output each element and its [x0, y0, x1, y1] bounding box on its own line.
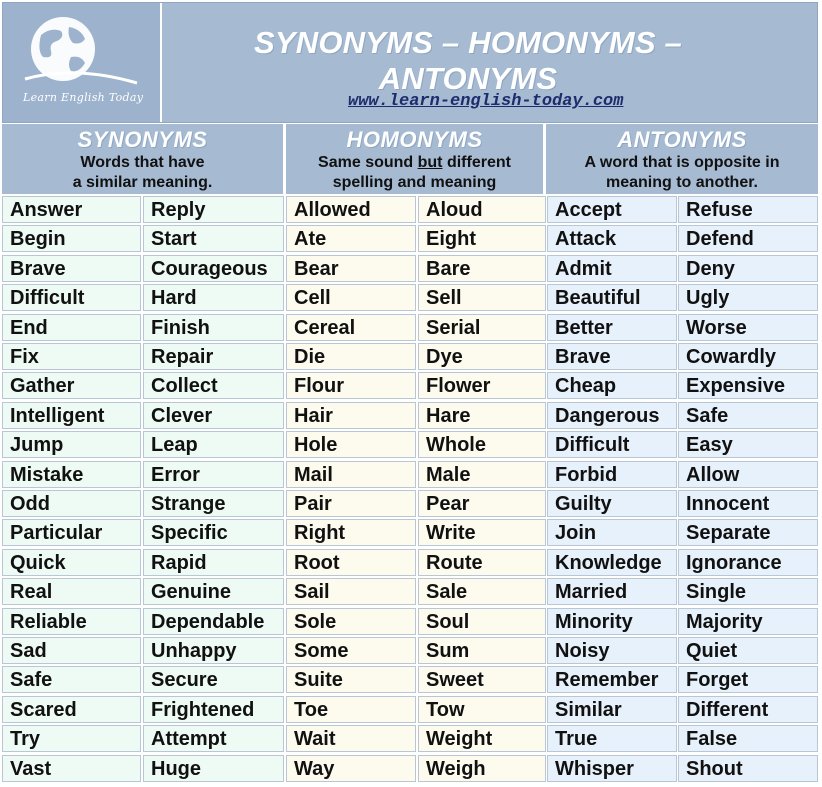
homonym-word-cell: Flour — [286, 372, 416, 399]
homonyms-desc-pre: Same sound — [318, 154, 418, 171]
homonym-word-cell: Some — [286, 637, 416, 664]
synonym-match-cell: Genuine — [143, 578, 284, 605]
synonym-word-cell: Sad — [2, 637, 141, 664]
synonym-match-cell: Leap — [143, 431, 284, 458]
antonym-opposite-cell: Ignorance — [678, 549, 818, 576]
synonym-word-cell: End — [2, 314, 141, 341]
antonym-opposite-cell: Worse — [678, 314, 818, 341]
homonym-word-cell: Right — [286, 519, 416, 546]
homonym-match-cell: Weight — [418, 725, 546, 752]
synonym-match-cell: Secure — [143, 666, 284, 693]
page-frame — [2, 2, 818, 784]
antonym-opposite-cell: Separate — [678, 519, 818, 546]
homonyms-heading: HOMONYMS — [346, 127, 483, 152]
homonym-word-cell: Cereal — [286, 314, 416, 341]
antonym-word-cell: Better — [547, 314, 677, 341]
homonym-match-cell: Sale — [418, 578, 546, 605]
table-row — [2, 372, 818, 401]
logo — [3, 3, 162, 122]
table-row — [2, 314, 818, 343]
antonym-word-cell: True — [547, 725, 677, 752]
synonym-word-cell: Odd — [2, 490, 141, 517]
homonym-match-cell: Serial — [418, 314, 546, 341]
homonym-match-cell: Pear — [418, 490, 546, 517]
homonym-match-cell: Hare — [418, 402, 546, 429]
synonym-word-cell: Scared — [2, 696, 141, 723]
antonym-opposite-cell: Easy — [678, 431, 818, 458]
homonym-word-cell: Way — [286, 755, 416, 782]
homonym-match-cell: Flower — [418, 372, 546, 399]
homonym-word-cell: Suite — [286, 666, 416, 693]
homonym-match-cell: Sell — [418, 284, 546, 311]
table-row — [2, 696, 818, 725]
antonyms-description — [546, 153, 818, 193]
synonym-match-cell: Huge — [143, 755, 284, 782]
synonym-word-cell: Jump — [2, 431, 141, 458]
antonym-opposite-cell: Shout — [678, 755, 818, 782]
synonym-match-cell: Courageous — [143, 255, 284, 282]
homonym-match-cell: Bare — [418, 255, 546, 282]
synonyms-description — [2, 153, 283, 193]
synonyms-header — [2, 124, 286, 194]
table-row — [2, 519, 818, 548]
antonym-opposite-cell: Allow — [678, 461, 818, 488]
synonym-match-cell: Rapid — [143, 549, 284, 576]
synonym-match-cell: Specific — [143, 519, 284, 546]
table-row — [2, 666, 818, 695]
synonym-word-cell: Try — [2, 725, 141, 752]
synonym-word-cell: Reliable — [2, 608, 141, 635]
antonym-opposite-cell: Safe — [678, 402, 818, 429]
homonyms-desc-line2: spelling and meaning — [332, 174, 497, 191]
table-row — [2, 284, 818, 313]
antonyms-desc-line1: A word that is opposite in — [584, 154, 780, 171]
homonym-word-cell: Toe — [286, 696, 416, 723]
antonym-opposite-cell: Refuse — [678, 196, 818, 223]
synonym-match-cell: Collect — [143, 372, 284, 399]
table-row — [2, 608, 818, 637]
antonym-word-cell: Whisper — [547, 755, 677, 782]
synonym-word-cell: Vast — [2, 755, 141, 782]
table-row — [2, 755, 818, 784]
antonym-opposite-cell: Ugly — [678, 284, 818, 311]
antonym-word-cell: Brave — [547, 343, 677, 370]
synonym-match-cell: Finish — [143, 314, 284, 341]
homonym-match-cell: Tow — [418, 696, 546, 723]
antonym-word-cell: Join — [547, 519, 677, 546]
antonym-opposite-cell: Defend — [678, 225, 818, 252]
antonym-opposite-cell: Forget — [678, 666, 818, 693]
homonym-match-cell: Eight — [418, 225, 546, 252]
antonym-opposite-cell: Deny — [678, 255, 818, 282]
synonym-match-cell: Clever — [143, 402, 284, 429]
antonym-word-cell: Beautiful — [547, 284, 677, 311]
antonym-word-cell: Dangerous — [547, 402, 677, 429]
synonym-word-cell: Brave — [2, 255, 141, 282]
antonym-word-cell: Similar — [547, 696, 677, 723]
homonym-word-cell: Mail — [286, 461, 416, 488]
homonym-match-cell: Soul — [418, 608, 546, 635]
synonym-word-cell: Fix — [2, 343, 141, 370]
homonym-match-cell: Whole — [418, 431, 546, 458]
homonym-word-cell: Bear — [286, 255, 416, 282]
table-row — [2, 225, 818, 254]
table-row — [2, 255, 818, 284]
antonym-word-cell: Cheap — [547, 372, 677, 399]
synonym-match-cell: Repair — [143, 343, 284, 370]
table-row — [2, 343, 818, 372]
antonym-opposite-cell: Quiet — [678, 637, 818, 664]
table-row — [2, 431, 818, 460]
homonym-match-cell: Male — [418, 461, 546, 488]
synonym-word-cell: Particular — [2, 519, 141, 546]
homonym-word-cell: Sail — [286, 578, 416, 605]
homonym-match-cell: Dye — [418, 343, 546, 370]
table-row — [2, 402, 818, 431]
antonym-opposite-cell: Single — [678, 578, 818, 605]
synonyms-desc-line1: Words that have — [80, 154, 205, 171]
homonym-word-cell: Hole — [286, 431, 416, 458]
antonym-word-cell: Minority — [547, 608, 677, 635]
logo-text: Learn English Today — [23, 91, 144, 104]
synonym-word-cell: Intelligent — [2, 402, 141, 429]
synonyms-heading: SYNONYMS — [77, 127, 208, 152]
site-link[interactable]: www.learn-english-today.com — [348, 92, 624, 111]
antonym-opposite-cell: Majority — [678, 608, 818, 635]
homonym-match-cell: Write — [418, 519, 546, 546]
table-row — [2, 725, 818, 754]
table-row — [2, 490, 818, 519]
synonym-match-cell: Unhappy — [143, 637, 284, 664]
synonym-word-cell: Begin — [2, 225, 141, 252]
antonym-word-cell: Forbid — [547, 461, 677, 488]
synonym-word-cell: Answer — [2, 196, 141, 223]
homonym-word-cell: Hair — [286, 402, 416, 429]
homonym-word-cell: Sole — [286, 608, 416, 635]
homonyms-description — [286, 153, 543, 193]
antonym-word-cell: Knowledge — [547, 549, 677, 576]
antonym-word-cell: Accept — [547, 196, 677, 223]
homonyms-header — [286, 124, 546, 194]
page-title: SYNONYMS – HOMONYMS – ANTONYMS — [254, 25, 682, 96]
synonym-word-cell: Real — [2, 578, 141, 605]
synonym-match-cell: Dependable — [143, 608, 284, 635]
homonyms-desc-post: different — [442, 154, 511, 171]
homonym-word-cell: Root — [286, 549, 416, 576]
antonym-opposite-cell: Cowardly — [678, 343, 818, 370]
synonyms-desc-line2: a similar meaning. — [72, 174, 213, 191]
table-row — [2, 637, 818, 666]
banner — [2, 2, 818, 123]
homonym-word-cell: Die — [286, 343, 416, 370]
antonym-word-cell: Noisy — [547, 637, 677, 664]
homonym-match-cell: Weigh — [418, 755, 546, 782]
homonym-match-cell: Route — [418, 549, 546, 576]
synonym-match-cell: Hard — [143, 284, 284, 311]
homonym-word-cell: Allowed — [286, 196, 416, 223]
antonym-word-cell: Guilty — [547, 490, 677, 517]
antonym-opposite-cell: False — [678, 725, 818, 752]
homonym-word-cell: Wait — [286, 725, 416, 752]
antonym-word-cell: Married — [547, 578, 677, 605]
homonym-word-cell: Pair — [286, 490, 416, 517]
synonym-word-cell: Difficult — [2, 284, 141, 311]
synonym-match-cell: Error — [143, 461, 284, 488]
table-row — [2, 549, 818, 578]
synonym-word-cell: Mistake — [2, 461, 141, 488]
homonym-word-cell: Cell — [286, 284, 416, 311]
synonym-word-cell: Gather — [2, 372, 141, 399]
synonym-word-cell: Safe — [2, 666, 141, 693]
homonym-word-cell: Ate — [286, 225, 416, 252]
table-row — [2, 196, 818, 225]
antonyms-desc-line2: meaning to another. — [605, 174, 758, 191]
antonym-word-cell: Admit — [547, 255, 677, 282]
homonym-match-cell: Sweet — [418, 666, 546, 693]
synonym-word-cell: Quick — [2, 549, 141, 576]
antonyms-heading: ANTONYMS — [617, 127, 747, 152]
homonyms-desc-emph: but — [417, 154, 443, 171]
synonym-match-cell: Frightened — [143, 696, 284, 723]
synonym-match-cell: Start — [143, 225, 284, 252]
homonym-match-cell: Sum — [418, 637, 546, 664]
table-row — [2, 461, 818, 490]
antonym-word-cell: Attack — [547, 225, 677, 252]
synonym-match-cell: Attempt — [143, 725, 284, 752]
antonym-opposite-cell: Different — [678, 696, 818, 723]
antonyms-header — [546, 124, 818, 194]
antonym-opposite-cell: Innocent — [678, 490, 818, 517]
homonym-match-cell: Aloud — [418, 196, 546, 223]
table-row — [2, 578, 818, 607]
antonym-word-cell: Difficult — [547, 431, 677, 458]
globe-icon — [21, 13, 141, 93]
antonym-opposite-cell: Expensive — [678, 372, 818, 399]
synonym-match-cell: Strange — [143, 490, 284, 517]
synonym-match-cell: Reply — [143, 196, 284, 223]
antonym-word-cell: Remember — [547, 666, 677, 693]
